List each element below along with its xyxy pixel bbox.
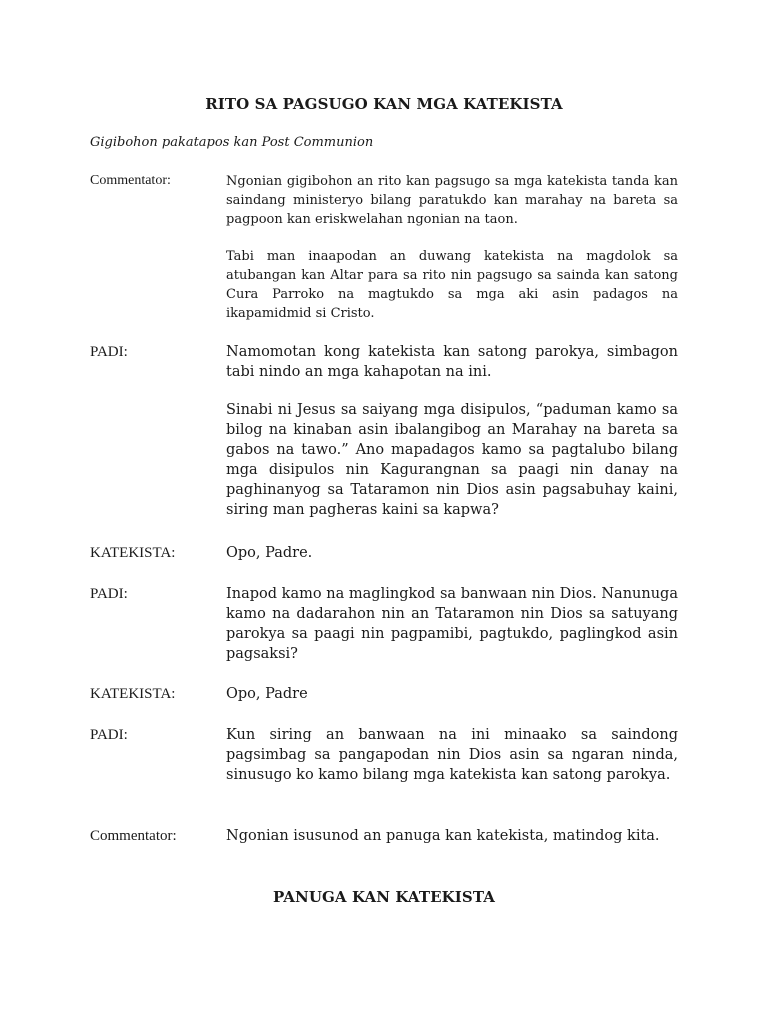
- paragraph: Ngonian gigibohon an rito kan pagsugo sa mga katekista tanda kan saindang ministeryo bilang paratukdo kan marahay na bareta sa pagpoon kan eriskwelahan ngonian na taon.: [226, 174, 678, 227]
- dialogue-text: [226, 684, 678, 704]
- section-subtitle: PANUGA KAN KATEKISTA: [273, 888, 495, 906]
- speaker-label: Commentator:: [90, 828, 177, 844]
- paragraph: Sinabi ni Jesus sa saiyang mga disipulos, “paduman kamo sa bilog na kinaban asin ibalangibog an Marahay na bareta sa gabos na tawo.” Ano mapadagos kamo sa pagtalubo bilang mga disipulos nin Kagurangnan sa paagi nin danay na paghinanyog sa Tataramon nin Dios asin pagsabuhay kaini, siring man pagheras kaini sa kapwa?: [226, 402, 678, 518]
- paragraph: Kun siring an banwaan na ini minaako sa saindong pagsimbag sa pangapodan nin Dios asin sa ngaran ninda, sinusugo ko kamo bilang mga katekista kan satong parokya.: [226, 727, 678, 783]
- speaker-label: KATEKISTA:: [90, 686, 176, 702]
- paragraph: Opo, Padre.: [226, 545, 313, 561]
- paragraph: Opo, Padre: [226, 686, 308, 702]
- dialogue-text: [226, 584, 678, 664]
- speaker-label: PADI:: [90, 586, 128, 602]
- dialogue-text: [226, 826, 678, 846]
- speaker-label: KATEKISTA:: [90, 545, 176, 561]
- dialogue-text: [226, 725, 678, 785]
- paragraph: Tabi man inaapodan an duwang katekista na magdolok sa atubangan kan Altar para sa rito nin pagsugo sa sainda kan satong Cura Parroko na magtukdo sa mga aki asin padagos na ikapamidmid si Cristo.: [226, 249, 678, 321]
- dialogue-text: [226, 342, 678, 520]
- document-title: RITO SA PAGSUGO KAN MGA KATEKISTA: [205, 95, 563, 113]
- speaker-label: PADI:: [90, 344, 128, 360]
- dialogue-text: [226, 543, 678, 563]
- speaker-label: PADI:: [90, 727, 128, 743]
- paragraph: Ngonian isusunod an panuga kan katekista, matindog kita.: [226, 828, 660, 844]
- paragraph: Namomotan kong katekista kan satong parokya, simbagon tabi nindo an mga kahapotan na ini.: [226, 344, 678, 380]
- paragraph: Inapod kamo na maglingkod sa banwaan nin Dios. Nanunuga kamo na dadarahon nin an Tataramon nin Dios sa satuyang parokya sa paagi nin pagpamibi, pagtukdo, paglingkod asin pagsaksi?: [226, 586, 678, 662]
- intro-instruction: Gigibohon pakatapos kan Post Communion: [90, 135, 374, 150]
- dialogue-text: [226, 172, 678, 323]
- speaker-label: Commentator:: [90, 173, 171, 188]
